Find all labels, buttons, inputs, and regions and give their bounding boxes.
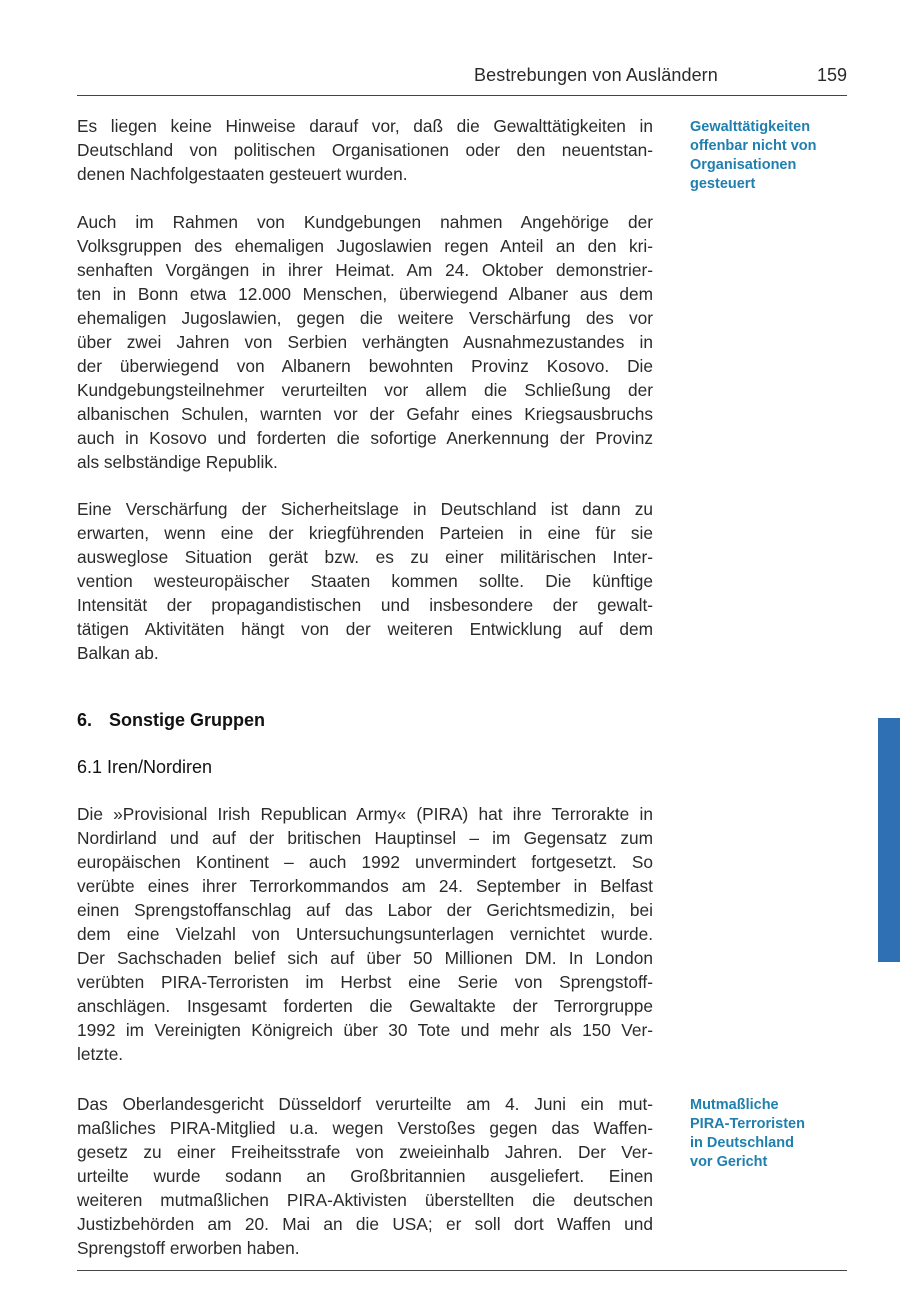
text-line: Auch im Rahmen von Kundgebungen nahmen Angehörige der bbox=[77, 212, 653, 232]
margin-note-line: Mutmaßliche bbox=[690, 1097, 779, 1113]
text-line: maßliches PIRA-Mitglied u.a. wegen Verstoßes gegen das Waffen- bbox=[77, 1118, 653, 1138]
page-header bbox=[77, 63, 847, 96]
text-line: denen Nachfolgestaaten gesteuert wurden. bbox=[77, 164, 408, 184]
text-line: Balkan ab. bbox=[77, 643, 159, 663]
text-line: Kundgebungsteilnehmer verurteilten vor allem die Schließung der bbox=[77, 380, 653, 400]
text-line: tätigen Aktivitäten hängt von der weiteren Entwicklung auf dem bbox=[77, 619, 653, 639]
section-title: Sonstige Gruppen bbox=[109, 710, 266, 730]
margin-note-line: vor Gericht bbox=[690, 1154, 768, 1170]
margin-note-organisations bbox=[690, 118, 850, 194]
text-line: Sprengstoff erworben haben. bbox=[77, 1238, 300, 1258]
paragraph-5 bbox=[77, 1092, 653, 1260]
margin-note-line: Organisationen bbox=[690, 157, 797, 173]
text-line: europäischen Kontinent – auch 1992 unvermindert fortgesetzt. So bbox=[77, 852, 653, 872]
text-line: ausweglose Situation gerät bzw. es zu einer militärischen Inter- bbox=[77, 547, 653, 567]
text-line: Deutschland von politischen Organisationen oder den neuentstan- bbox=[77, 140, 653, 160]
text-line: letzte. bbox=[77, 1044, 124, 1064]
text-line: Justizbehörden am 20. Mai an die USA; er soll dort Waffen und bbox=[77, 1214, 653, 1234]
margin-note-line: in Deutschland bbox=[690, 1135, 794, 1151]
text-line: gesetz zu einer Freiheitsstrafe von zweieinhalb Jahren. Der Ver- bbox=[77, 1142, 653, 1162]
running-title: Bestrebungen von Ausländern bbox=[474, 65, 718, 85]
text-line: als selbständige Republik. bbox=[77, 452, 278, 472]
paragraph-2 bbox=[77, 210, 653, 474]
margin-note-line: gesteuert bbox=[690, 176, 756, 192]
text-line: ehemaligen Jugoslawien, gegen die weitere Verschärfung des vor bbox=[77, 308, 653, 328]
paragraph-4 bbox=[77, 802, 653, 1066]
text-line: über zwei Jahren von Serbien verhängten Ausnahmezustandes in bbox=[77, 332, 653, 352]
text-line: weiteren mutmaßlichen PIRA-Aktivisten überstellten die deutschen bbox=[77, 1190, 653, 1210]
text-line: Volksgruppen des ehemaligen Jugoslawien regen Anteil an den kri- bbox=[77, 236, 653, 256]
text-line: senhaften Vorgängen in ihrer Heimat. Am 24. Oktober demonstrier- bbox=[77, 260, 653, 280]
text-line: Nordirland und auf der britischen Hauptinsel – im Gegensatz zum bbox=[77, 828, 653, 848]
margin-note-line: offenbar nicht von bbox=[690, 138, 817, 154]
text-line: ten in Bonn etwa 12.000 Menschen, überwiegend Albaner aus dem bbox=[77, 284, 653, 304]
chapter-tab-marker bbox=[878, 718, 900, 962]
section-heading bbox=[77, 710, 265, 731]
margin-note-line: Gewalttätigkeiten bbox=[690, 119, 811, 135]
margin-note-pira-court bbox=[690, 1096, 850, 1172]
subsection-heading: 6.1 Iren/Nordiren bbox=[77, 757, 213, 777]
text-line: der überwiegend von Albanern bewohnten Provinz Kosovo. Die bbox=[77, 356, 653, 376]
text-line: erwarten, wenn eine der kriegführenden Parteien in eine für sie bbox=[77, 523, 653, 543]
text-line: anschlägen. Insgesamt forderten die Gewaltakte der Terrorgruppe bbox=[77, 996, 653, 1016]
text-line: Eine Verschärfung der Sicherheitslage in Deutschland ist dann zu bbox=[77, 499, 653, 519]
text-line: einen Sprengstoffanschlag auf das Labor der Gerichtsmedizin, bei bbox=[77, 900, 653, 920]
page-number: 159 bbox=[816, 65, 847, 85]
section-number: 6. bbox=[77, 710, 93, 730]
text-line: albanischen Schulen, warnten vor der Gefahr eines Kriegsausbruchs bbox=[77, 404, 653, 424]
paragraph-1 bbox=[77, 114, 653, 186]
text-line: urteilte wurde sodann an Großbritannien ausgeliefert. Einen bbox=[77, 1166, 653, 1186]
text-line: verübte eines ihrer Terrorkommandos am 24. September in Belfast bbox=[77, 876, 653, 896]
footer-rule bbox=[77, 1270, 847, 1271]
text-line: auch in Kosovo und forderten die sofortige Anerkennung der Provinz bbox=[77, 428, 653, 448]
text-line: Die »Provisional Irish Republican Army« (PIRA) hat ihre Terrorakte in bbox=[77, 804, 653, 824]
text-line: Intensität der propagandistischen und insbesondere der gewalt- bbox=[77, 595, 653, 615]
text-line: verübten PIRA-Terroristen im Herbst eine Serie von Sprengstoff- bbox=[77, 972, 653, 992]
text-line: vention westeuropäischer Staaten kommen sollte. Die künftige bbox=[77, 571, 653, 591]
paragraph-3 bbox=[77, 497, 653, 665]
text-line: Der Sachschaden belief sich auf über 50 Millionen DM. In London bbox=[77, 948, 653, 968]
margin-note-line: PIRA-Terroristen bbox=[690, 1116, 805, 1132]
text-line: dem eine Vielzahl von Untersuchungsunterlagen vernichtet wurde. bbox=[77, 924, 653, 944]
text-line: 1992 im Vereinigten Königreich über 30 Tote und mehr als 150 Ver- bbox=[77, 1020, 653, 1040]
text-line: Das Oberlandesgericht Düsseldorf verurteilte am 4. Juni ein mut- bbox=[77, 1094, 653, 1114]
text-line: Es liegen keine Hinweise darauf vor, daß die Gewalttätigkeiten in bbox=[77, 116, 653, 136]
